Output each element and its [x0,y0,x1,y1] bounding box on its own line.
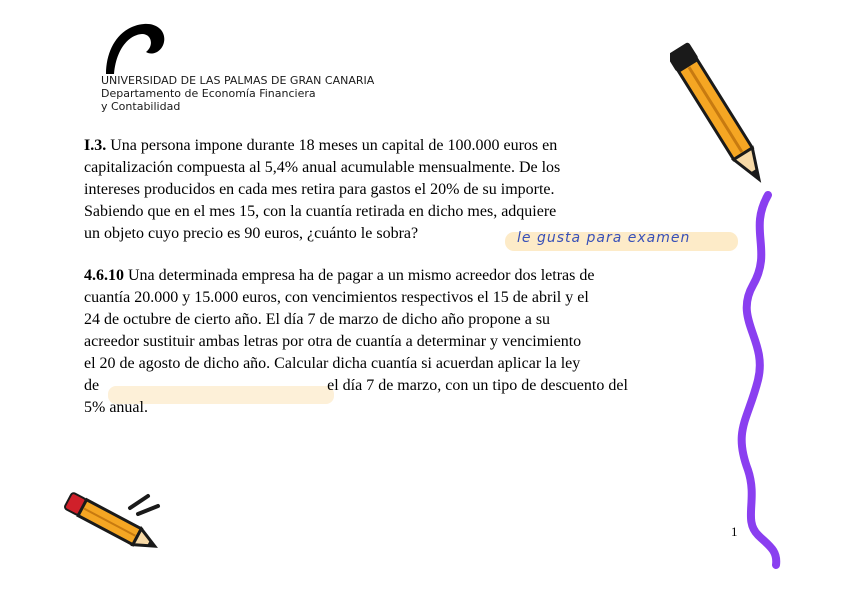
department-line-1: Departamento de Economía Financiera [101,87,316,100]
problem-1-line-2: capitalización compuesta al 5,4% anual acumulable mensualmente. De los [84,159,561,176]
problem-1-line-1: Una persona impone durante 18 meses un capital de 100.000 euros en [106,137,558,154]
university-name: UNIVERSIDAD DE LAS PALMAS DE GRAN CANARIA [101,74,375,87]
problem-2-line-5: el 20 de agosto de dicho año. Calcular dicha cuantía si acuerdan aplicar la ley [84,355,581,372]
pencil-icon-bottom [60,490,170,560]
problem-2-line-3: 24 de octubre de cierto año. El día 7 de marzo de dicho año propone a su [84,311,551,328]
handwritten-note: le gusta para examen [517,230,691,246]
problem-2-line-7: 5% anual. [84,399,148,416]
problem-1-line-5: un objeto cuyo precio es 90 euros, ¿cuánto le sobra? [84,225,419,242]
problem-1 [84,135,724,245]
problem-1-line-4: Sabiendo que en el mes 15, con la cuantía retirada en dicho mes, adquiere [84,203,557,220]
problem-2 [84,265,724,419]
problem-1-line-3: intereses producidos en cada mes retira para gastos el 20% de su importe. [84,181,555,198]
problem-2-line-4: acreedor sustituir ambas letras por otra de cuantía a determinar y vencimiento [84,333,582,350]
department-line-2: y Contabilidad [101,100,181,113]
problem-2-line-2: cuantía 20.000 y 15.000 euros, con vencimientos respectivos el 15 de abril y el [84,289,589,306]
decorative-swirl [728,190,788,570]
problem-2-line-6b: el día 7 de marzo, con un tipo de descuento del [327,377,628,394]
pencil-icon [670,30,770,200]
page-number: 1 [731,524,738,539]
university-header [101,74,374,113]
problem-1-number: I.3. [84,137,107,154]
problem-2-number: 4.6.10 [84,267,124,284]
university-logo [100,18,170,76]
problem-2-line-6a: de [84,377,100,394]
problem-2-line-1: Una determinada empresa ha de pagar a un mismo acreedor dos letras de [124,267,595,284]
